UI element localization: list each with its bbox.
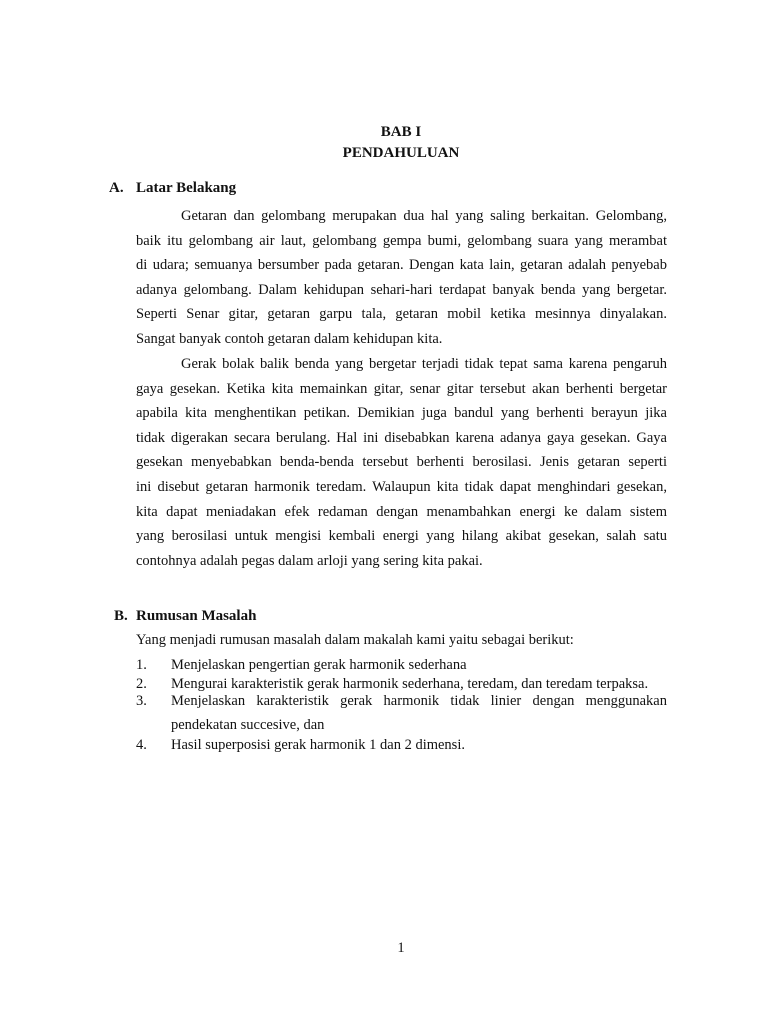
paragraph-line: kita dapat meniadakan efek redaman dengan menambahkan energi ke dalam sistem <box>136 503 667 520</box>
section-a-paragraph-1 <box>136 204 667 352</box>
paragraph-line: Sangat banyak contoh getaran dalam kehidupan kita. <box>136 330 443 347</box>
list-item-number: 4. <box>136 737 147 753</box>
paragraph-line: apabila kita menghentikan petikan. Demikian juga bandul yang berhenti berayun jika <box>136 405 667 422</box>
section-b-marker: B. <box>114 608 128 624</box>
paragraph-line: gesekan menyebabkan benda-benda tersebut berhenti berosilasi. Jenis getaran seperti <box>136 454 667 471</box>
chapter-number: BAB I <box>380 124 422 140</box>
paragraph-line: adanya gelombang. Dalam kehidupan sehari-hari terdapat banyak benda yang bergetar. <box>136 281 667 298</box>
paragraph-line: Gerak bolak balik benda yang bergetar terjadi tidak tepat sama karena pengaruh <box>181 356 667 372</box>
list-item-text: Menjelaskan pengertian gerak harmonik sederhana <box>171 657 467 673</box>
list-item-number: 2. <box>136 676 147 692</box>
list-item-continuation: pendekatan succesive, dan <box>171 717 325 733</box>
list-item-text: Menjelaskan karakteristik gerak harmonik tidak linier dengan menggunakan <box>171 693 667 709</box>
page-number: 1 <box>397 940 405 956</box>
list-item-number: 3. <box>136 693 147 709</box>
section-b-title: Rumusan Masalah <box>136 608 257 624</box>
section-a-marker: A. <box>109 180 124 196</box>
list-item-number: 1. <box>136 657 147 673</box>
paragraph-line: gaya gesekan. Ketika kita memainkan gitar, senar gitar tersebut akan berhenti bergetar <box>136 380 667 397</box>
section-b-intro: Yang menjadi rumusan masalah dalam makalah kami yaitu sebagai berikut: <box>136 632 574 648</box>
list-item-text: Mengurai karakteristik gerak harmonik sederhana, teredam, dan teredam terpaksa. <box>171 676 649 692</box>
paragraph-line: ini disebut getaran harmonik teredam. Walaupun kita tidak dapat menghindari gesekan, <box>136 478 667 495</box>
paragraph-line: Seperti Senar gitar, getaran garpu tala, getaran mobil ketika mesinnya dinyalakan. <box>136 306 667 323</box>
paragraph-line: yang berosilasi untuk mengisi kembali energi yang hilang akibat gesekan, salah satu <box>136 528 667 545</box>
section-a-title: Latar Belakang <box>136 180 237 196</box>
paragraph-line: contohnya adalah pegas dalam arloji yang sering kita pakai. <box>136 552 483 569</box>
chapter-title: PENDAHULUAN <box>342 145 460 161</box>
paragraph-line: baik itu gelombang air laut, gelombang gempa bumi, gelombang suara yang merambat <box>136 232 667 249</box>
paragraph-line: tidak digerakan secara berulang. Hal ini disebabkan karena adanya gaya gesekan. Gaya <box>136 429 667 446</box>
section-a-paragraph-2 <box>136 352 667 573</box>
paragraph-line: Getaran dan gelombang merupakan dua hal yang saling berkaitan. Gelombang, <box>181 208 667 224</box>
list-item-text: Hasil superposisi gerak harmonik 1 dan 2 dimensi. <box>171 737 465 753</box>
paragraph-line: di udara; semuanya bersumber pada getaran. Dengan kata lain, getaran adalah penyebab <box>136 257 667 274</box>
